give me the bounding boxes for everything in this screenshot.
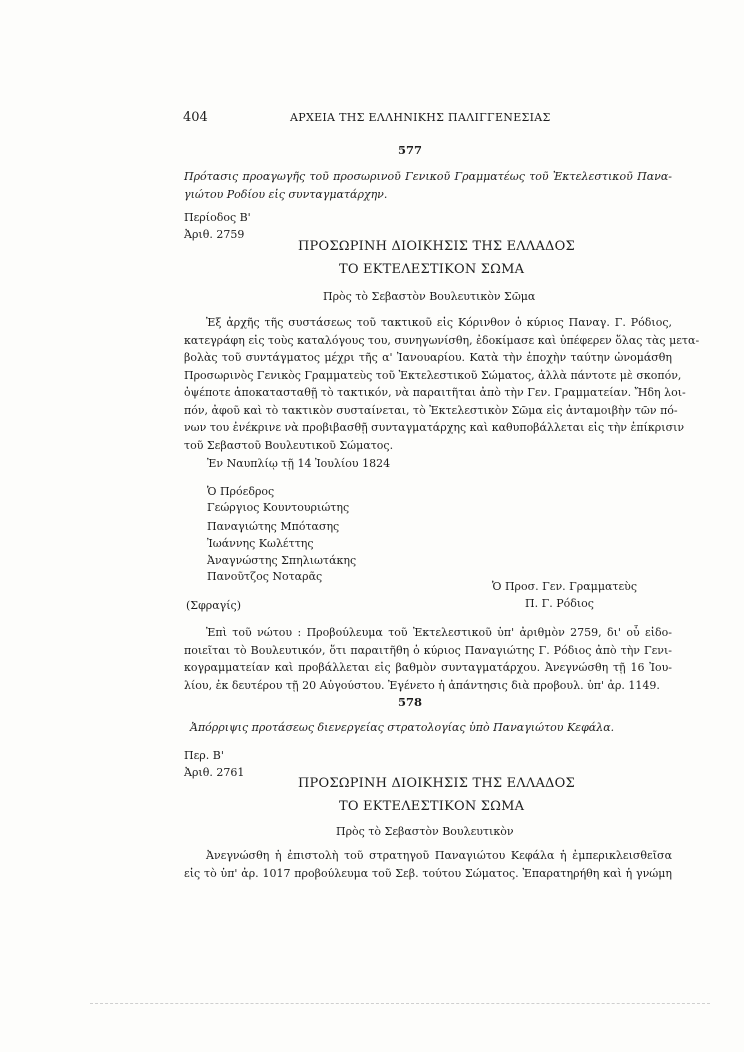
doc577-member: Ἰωάννης Κωλέττης (207, 537, 314, 550)
doc578-ref-number: Ἀριθ. 2761 (184, 766, 245, 779)
doc577-secretary-title: Ὁ Προσ. Γεν. Γραμματεὺς (492, 580, 638, 593)
doc577-place-date: Ἐν Ναυπλίῳ τῇ 14 Ἰουλίου 1824 (207, 457, 391, 470)
doc577-president-title: Ὁ Πρόεδρος (207, 485, 275, 498)
doc578-body-line: Ἀνεγνώσθη ἡ ἐπιστολὴ τοῦ στρατηγοῦ Παναγιώτου Κεφάλα ἡ ἐμπερικλεισθεῖσα (206, 849, 672, 862)
doc577-body-line: τοῦ Σεβαστοῦ Βουλευτικοῦ Σώματος. (184, 438, 394, 452)
doc577-verso (184, 624, 672, 694)
doc577-summary (184, 168, 672, 203)
doc577-seal: (Σφραγίς) (186, 599, 242, 612)
doc577-period: Περίοδος Β' (184, 211, 251, 224)
doc577-verso-line: Ἐπὶ τοῦ νώτου : Προβούλευμα τοῦ Ἐκτελεστικοῦ ὑπ' ἀριθμὸν 2759, δι' οὗ εἰδο- (206, 626, 672, 639)
doc578-body-line: εἰς τὸ ὑπ' ἀρ. 1017 προβούλευμα τοῦ Σεβ. τούτου Σώματος. Ἐπαρατηρήθη καὶ ἡ γνώμη (184, 866, 672, 880)
doc578-addressee: Πρὸς τὸ Σεβαστὸν Βουλευτικὸν (336, 825, 514, 838)
doc577-body-line: βολὰς τοῦ συντάγματος μέχρι τῆς α' Ἰανουαρίου. Κατὰ τὴν ἐποχὴν ταύτην ὠνομάσθη (184, 351, 672, 364)
doc577-body-line: πόν, ἀφοῦ καὶ τὸ τακτικὸν συσταίνεται, τὸ Ἐκτελεστικὸν Σῶμα εἰς ἀνταμοιβὴν τῶν πό- (184, 403, 678, 417)
doc577-body-line: κατεγράφη εἰς τοὺς καταλόγους του, συνηγωνίσθη, ἐδοκίμασε καὶ ὑπέφερεν ὅλας τὰς μετα- (184, 333, 700, 347)
doc577-summary-line: γιώτου Ροδίου εἰς συνταγματάρχην. (184, 187, 388, 201)
doc577-president-name: Γεώργιος Κουντουριώτης (207, 501, 350, 514)
doc578-heading-line2: ΤΟ ΕΚΤΕΛΕΣΤΙΚΟΝ ΣΩΜΑ (339, 799, 525, 814)
doc577-member: Ἀναγνώστης Σπηλιωτάκης (207, 554, 357, 567)
doc577-heading-line2: ΤΟ ΕΚΤΕΛΕΣΤΙΚΟΝ ΣΩΜΑ (339, 262, 525, 277)
doc577-heading-line1: ΠΡΟΣΩΡΙΝΗ ΔΙΟΙΚΗΣΙΣ ΤΗΣ ΕΛΛΑΔΟΣ (298, 239, 575, 254)
doc578-summary: Ἀπόρριψις προτάσεως διενεργείας στρατολογίας ὑπὸ Παναγιώτου Κεφάλα. (190, 721, 615, 734)
doc577-secretary-name: Π. Γ. Ρόδιος (525, 597, 594, 610)
doc577-member: Παναγιώτης Μπότασης (207, 520, 340, 533)
doc578-heading-line1: ΠΡΟΣΩΡΙΝΗ ΔΙΟΙΚΗΣΙΣ ΤΗΣ ΕΛΛΑΔΟΣ (298, 776, 575, 791)
doc577-ref-number: Ἀριθ. 2759 (184, 228, 245, 241)
document-number-578: 578 (398, 695, 423, 709)
doc577-addressee: Πρὸς τὸ Σεβαστὸν Βουλευτικὸν Σῶμα (323, 290, 536, 303)
running-title: ΑΡΧΕΙΑ ΤΗΣ ΕΛΛΗΝΙΚΗΣ ΠΑΛΙΓΓΕΝΕΣΙΑΣ (290, 111, 551, 124)
doc577-verso-line: λίου, ἐκ δευτέρου τῇ 20 Αὐγούστου. Ἐγένετο ἡ ἀπάντησις διὰ προβουλ. ὑπ' ἀρ. 1149. (184, 678, 660, 692)
doc577-body (184, 314, 700, 454)
doc577-member: Πανοῦτζος Νοταρᾶς (207, 570, 323, 583)
doc577-summary-line: Πρότασις προαγωγῆς τοῦ προσωρινοῦ Γενικοῦ Γραμματέως τοῦ Ἐκτελεστικοῦ Πανα- (184, 170, 672, 183)
doc577-body-line: ὀψέποτε ἀποκατασταθῇ τὸ τακτικόν, νὰ παραιτῆται ἀπὸ τὴν Γεν. Γραμματείαν. Ἤδη λοι- (184, 386, 686, 399)
doc577-verso-line: κογραμματείαν καὶ προβάλλεται εἰς βαθμὸν συνταγματάρχου. Ἀνεγνώσθη τῇ 16 Ἰου- (184, 661, 672, 674)
doc578-period: Περ. Β' (184, 749, 224, 762)
scan-artifact-rule (90, 1003, 710, 1004)
doc578-body (184, 847, 672, 882)
doc577-verso-line: ποιεῖται τὸ Βουλευτικόν, ὅτι παραιτῆθη ὁ κύριος Παναγιώτης Γ. Ρόδιος ἀπὸ τὴν Γενι- (184, 643, 672, 657)
page-number: 404 (183, 110, 208, 125)
doc577-body-line: Προσωρινὸς Γενικὸς Γραμματεὺς τοῦ Ἐκτελεστικοῦ Σώματος, ἀλλὰ πάντοτε μὲ σκοπόν, (184, 368, 682, 382)
doc577-body-line: νων του ἐνέκρινε νὰ προβιβασθῇ συνταγματάρχης καὶ καθυποβάλλεται εἰς τὴν ἐπίκρισιν (184, 421, 685, 434)
document-number-577: 577 (398, 143, 423, 157)
doc577-body-line: Ἐξ ἀρχῆς τῆς συστάσεως τοῦ τακτικοῦ εἰς Κόρινθον ὁ κύριος Παναγ. Γ. Ρόδιος, (206, 316, 672, 329)
